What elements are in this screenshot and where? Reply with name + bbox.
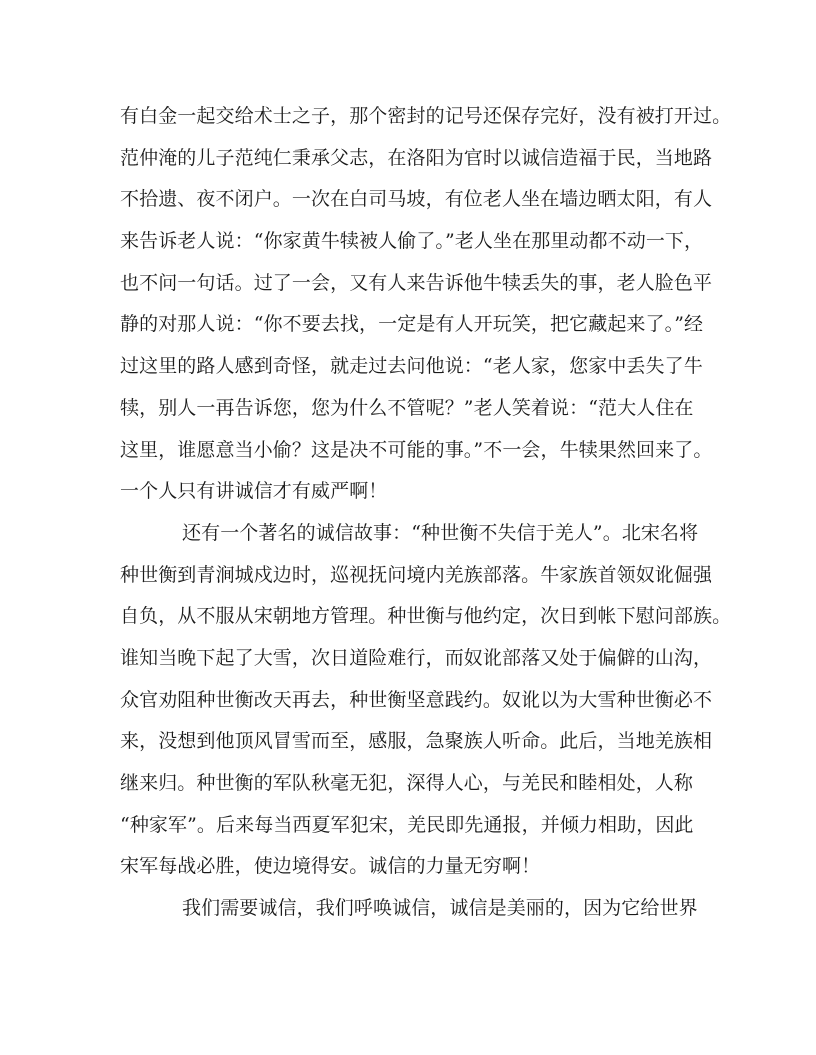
text-line: 来告诉老人说：“你家黄牛犊被人偷了。”老人坐在那里动都不动一下， xyxy=(120,230,704,253)
text-line: 这里，谁愿意当小偷？这是决不可能的事。”不一会，牛犊果然回来了。 xyxy=(120,438,713,461)
text-line: 范仲淹的儿子范纯仁秉承父志，在洛阳为官时以诚信造福于民，当地路 xyxy=(120,146,713,169)
text-line: 不拾遗、夜不闭户。一次在白司马坡，有位老人坐在墙边晒太阳，有人 xyxy=(120,188,713,211)
text-line: 自负，从不服从宋朝地方管理。种世衡与他约定，次日到帐下慰问部族。 xyxy=(120,605,732,628)
text-line: 有白金一起交给术士之子，那个密封的记号还保存完好，没有被打开过。 xyxy=(120,105,732,127)
text-line: 继来归。种世衡的军队秋毫无犯，深得人心，与羌民和睦相处，人称 xyxy=(120,772,694,794)
text-line: 来，没想到他顶风冒雪而至，感服，急聚族人听命。此后，当地羌族相 xyxy=(120,730,713,753)
paragraph-start-line: 还有一个著名的诚信故事：“种世衡不失信于羌人”。北宋名将 xyxy=(182,521,699,544)
text-line: 静的对那人说：“你不要去找，一定是有人开玩笑，把它藏起来了。”经 xyxy=(120,313,704,336)
text-line: 谁知当晚下起了大雪，次日道险难行，而奴讹部落又处于偏僻的山沟， xyxy=(120,646,713,669)
body-text xyxy=(120,96,732,930)
text-line: “种家军”。后来每当西夏军犯宋，羌民即先通报，并倾力相助，因此 xyxy=(120,813,694,836)
text-line: 一个人只有讲诚信才有威严啊！ xyxy=(120,480,388,503)
text-line: 过这里的路人感到奇怪，就走过去问他说：“老人家，您家中丢失了牛 xyxy=(120,355,703,378)
text-line: 犊，别人一再告诉您，您为什么不管呢？”老人笑着说：“范大人住在 xyxy=(120,396,694,419)
text-line: 众官劝阻种世衡改天再去，种世衡坚意践约。奴讹以为大雪种世衡必不 xyxy=(120,688,713,711)
text-line: 种世衡到青涧城戍边时，巡视抚问境内羌族部落。牛家族首领奴讹倔强 xyxy=(120,563,713,586)
text-line: 宋军每战必胜，使边境得安。诚信的力量无穷啊！ xyxy=(120,855,541,878)
paragraph-start-line: 我们需要诚信，我们呼唤诚信，诚信是美丽的，因为它给世界 xyxy=(182,897,698,920)
text-line: 也不问一句话。过了一会，又有人来告诉他牛犊丢失的事，老人脸色平 xyxy=(120,271,713,294)
